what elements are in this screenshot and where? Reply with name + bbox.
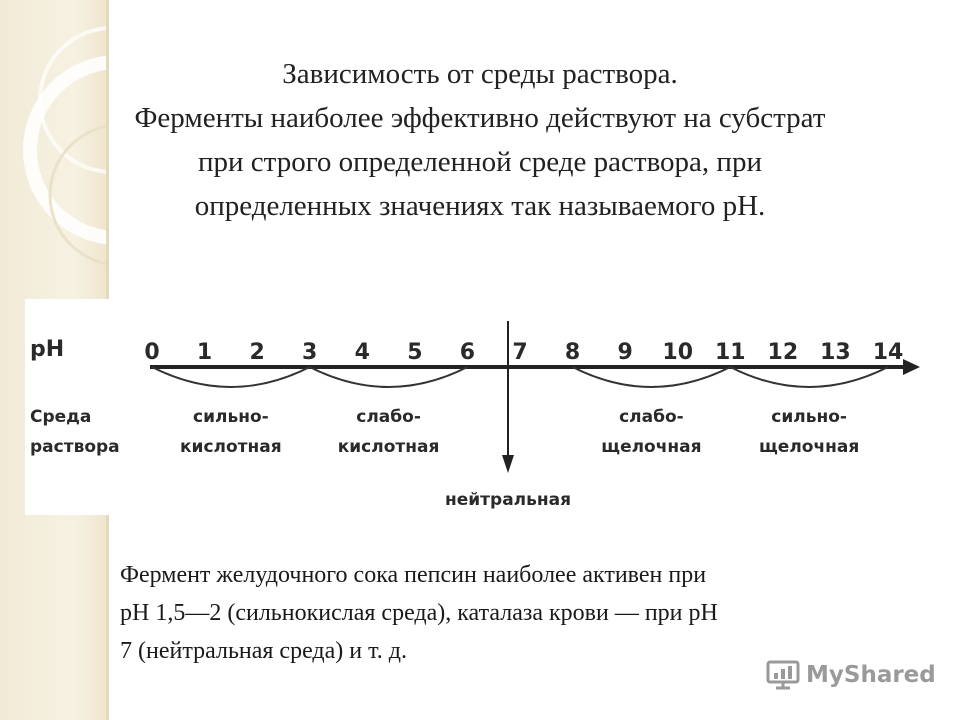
axis-label: рН [30,337,65,362]
tick-label-3: 3 [302,340,318,365]
watermark-text: MyShared [806,662,936,688]
range-label-2-line-1: слабо- [356,407,421,427]
title-line-4: определенных значениях так называемого рН. [194,190,766,222]
range-label-3-line-2: щелочная [601,437,702,457]
slide-title [0,52,960,228]
tick-label-8: 8 [564,340,581,365]
range-arc-1 [152,367,310,387]
range-arc-2 [310,367,468,387]
neutral-label: нейтральная [444,490,572,510]
tick-label-13: 13 [820,340,851,365]
tick-label-6: 6 [459,340,476,365]
tick-label-0: 0 [144,340,160,365]
title-line-1: Зависимость от среды раствора. [282,58,678,90]
tick-label-10: 10 [662,340,694,365]
title-line-3: при строго определенной среде раствора, при [198,146,762,178]
note-line-1: Фермент желудочного сока пепсин наиболее активен при [120,562,707,588]
range-label-2-line-2: кислотная [337,437,440,457]
range-label-1-line-1: сильно- [193,407,269,427]
axis-arrow-head [903,359,920,375]
row-label-1: Среда [30,407,92,427]
ph-scale-svg [25,299,935,515]
tick-label-1: 1 [196,340,213,365]
tick-label-2: 2 [249,340,265,365]
neutral-arrow-head [502,455,514,473]
tick-label-12: 12 [767,340,799,365]
tick-label-7: 7 [512,340,528,365]
watermark [766,657,936,693]
tick-label-9: 9 [617,340,633,365]
row-label-2: раствора [30,437,120,457]
range-label-4-line-2: щелочная [759,437,860,457]
title-line-2: Ферменты наиболее эффективно действуют на субстрат [134,102,826,134]
tick-label-4: 4 [354,340,370,365]
range-arc-4 [730,367,888,387]
slides-logo-icon [766,660,800,690]
range-label-1-line-2: кислотная [180,437,282,457]
note-line-2: рН 1,5—2 (сильнокислая среда), каталаза крови — при рН [120,600,718,626]
note-text [120,556,920,670]
tick-label-14: 14 [872,340,904,365]
range-label-4-line-1: сильно- [771,407,847,427]
tick-label-5: 5 [407,340,423,365]
range-arc-3 [573,367,731,387]
tick-label-11: 11 [714,340,746,365]
note-line-3: 7 (нейтральная среда) и т. д. [120,638,408,664]
ph-scale-diagram [25,299,935,515]
range-label-3-line-1: слабо- [619,407,684,427]
